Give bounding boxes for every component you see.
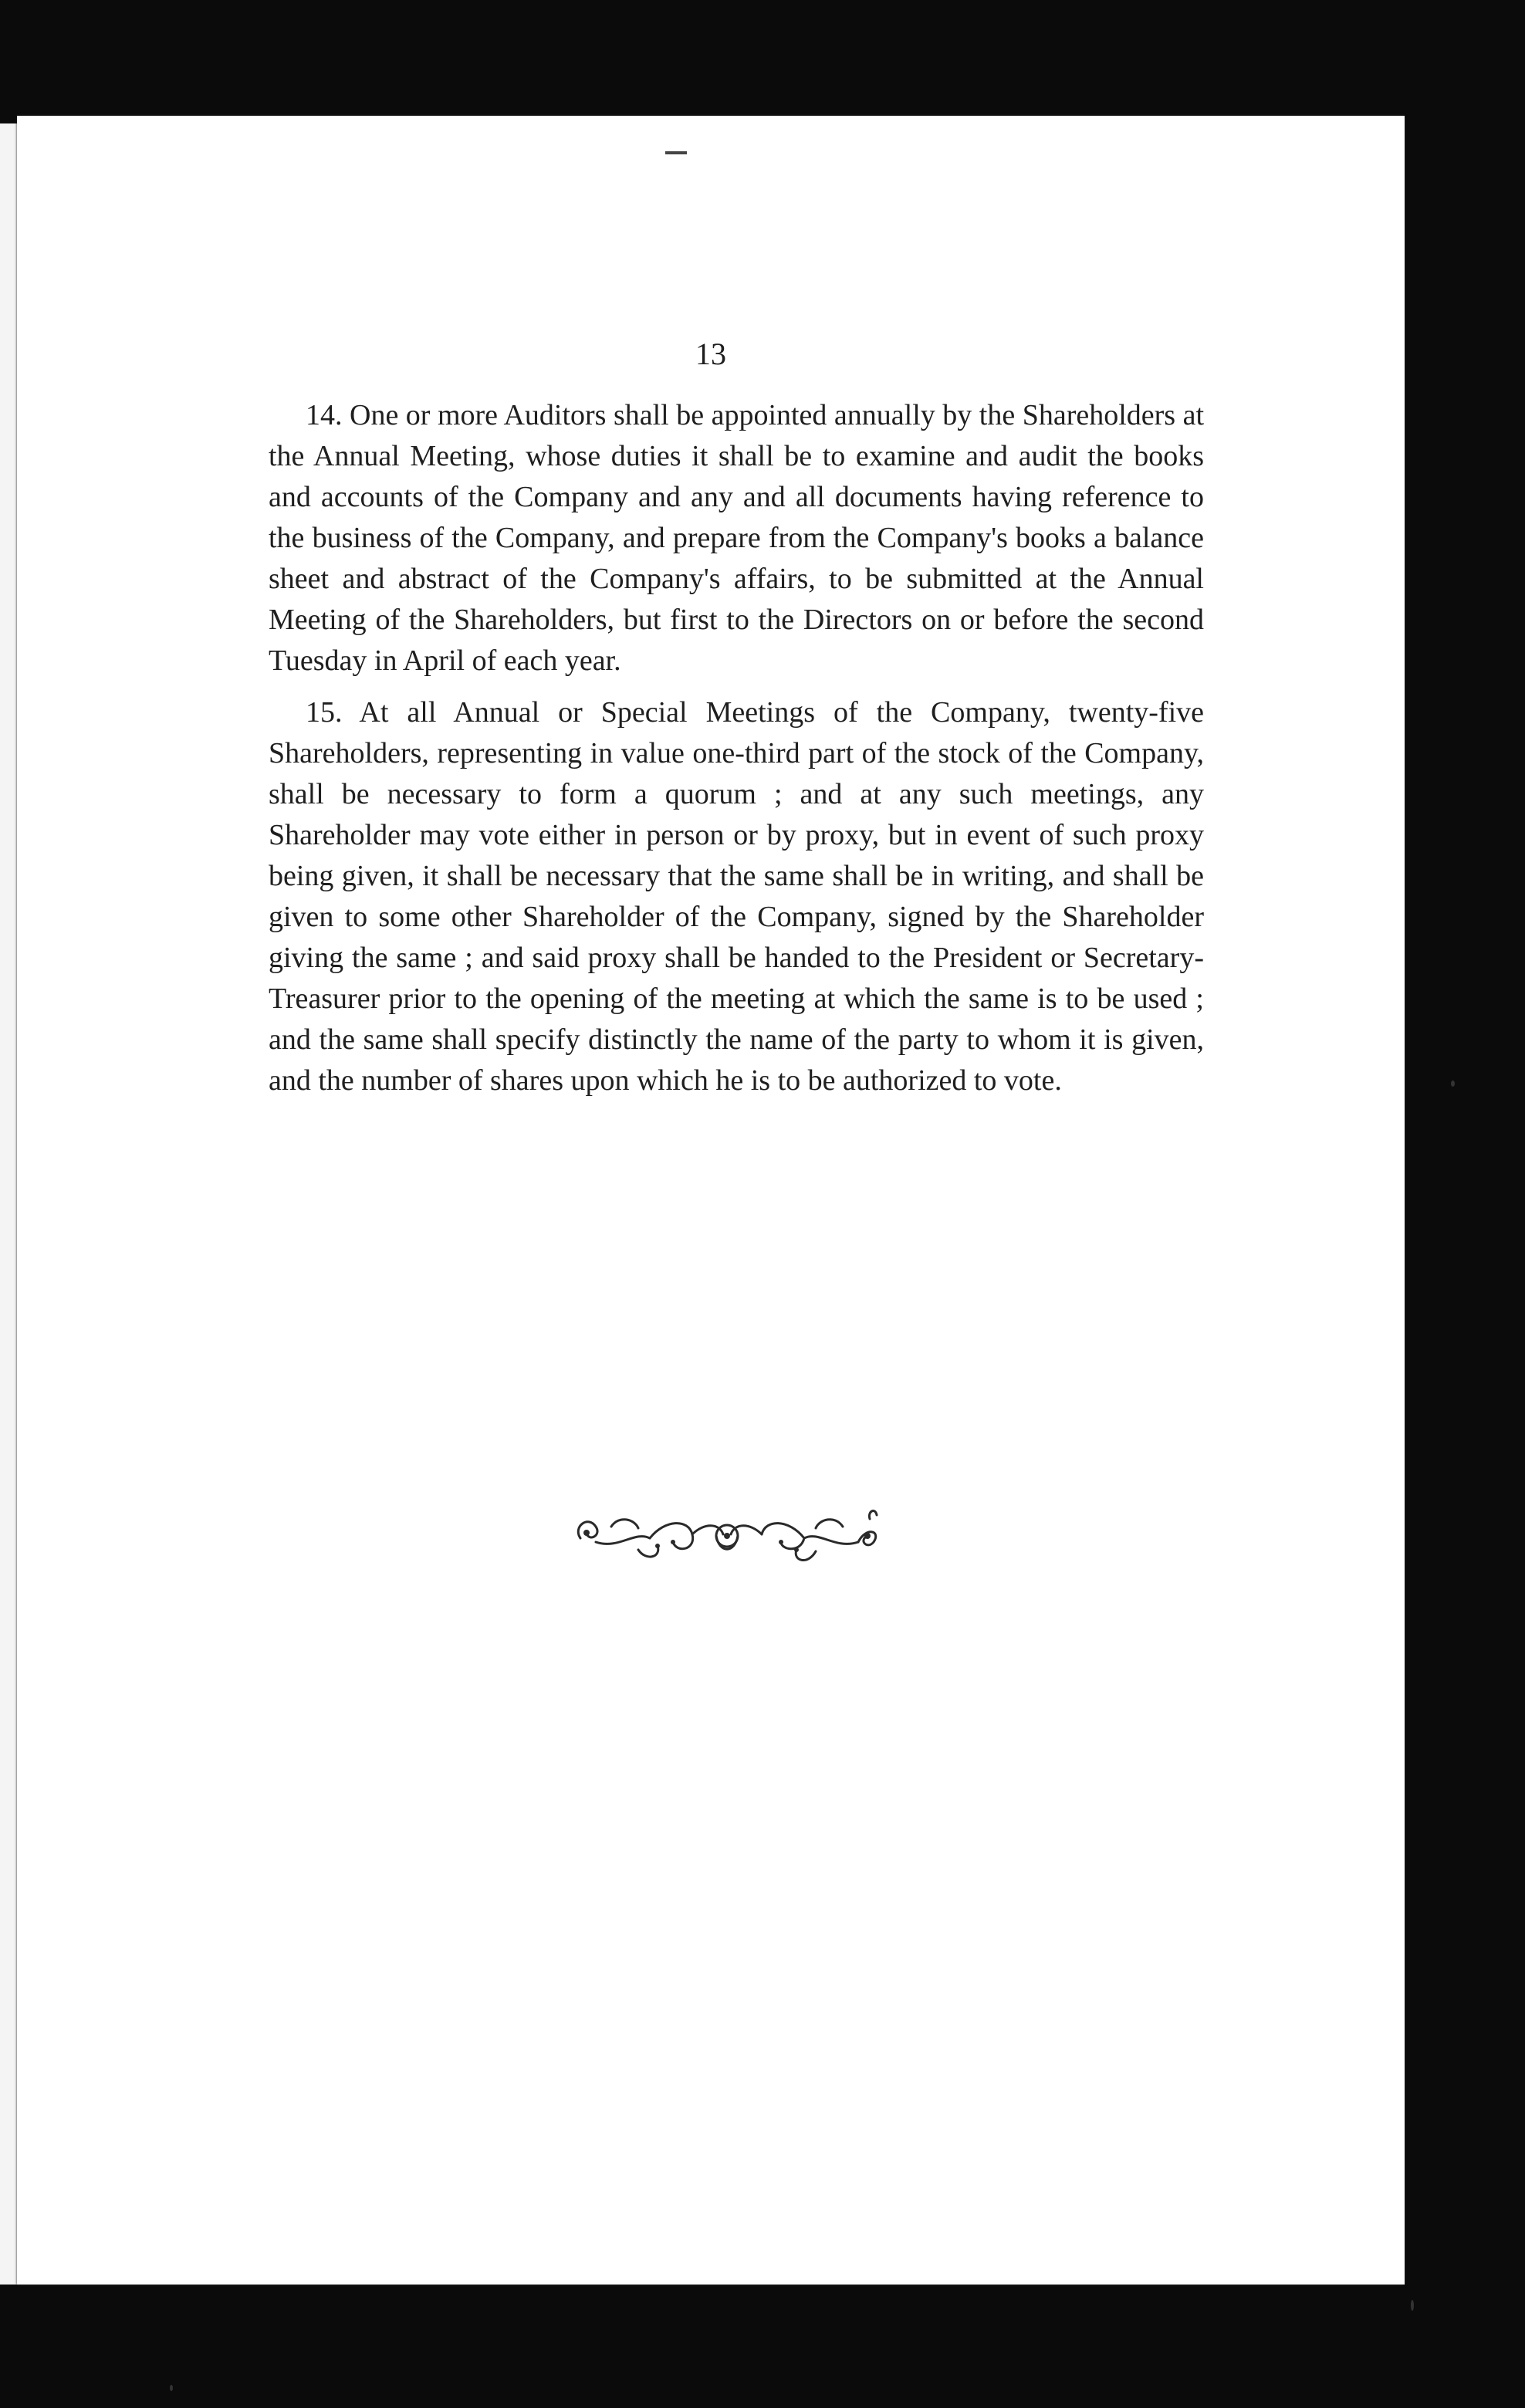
document-page — [17, 116, 1405, 2285]
scan-speck — [170, 2385, 173, 2391]
facing-page-edge — [0, 123, 19, 2285]
scan-speck — [1411, 2300, 1414, 2311]
paragraph-text: At all Annual or Special Meetings of the Company, twenty-five Shareholders, representing in value one-third part of the stock of the Company, shall be necessary to form a quorum ; and at any such meetings, any Shareholder may vote either in person or by proxy, but in event of such proxy being given, it shall be necessary that the same shall be in writing, and shall be given to some other Shareholder of the Company, signed by the Shareholder giving the same ; and said proxy shall be handed to the President or Secretary-Treasurer prior to the opening of the meeting at which the same is to be used ; and the same shall specify distinctly the name of the party to whom it is given, and the number of shares upon which he is to be authorized to vote. — [269, 696, 1205, 1097]
scan-speck — [1451, 1081, 1455, 1087]
paragraph-number: 14. — [306, 399, 343, 431]
paragraph-text: One or more Auditors shall be appointed annually by the Shareholders at the Annual Meeting, whose duties it shall be to examine and audit the books and accounts of the Company and any and all documents having reference to the business of the Company, and prepare from the Company's books a balance sheet and abstract of the Company's affairs, to be submitted at the Annual Meeting of the Shareholders, but first to the Directors on or before the second Tuesday in April of each year. — [269, 399, 1205, 677]
printer-mark — [665, 151, 687, 154]
paragraph-14 — [269, 395, 1204, 681]
paragraph-number: 15. — [306, 696, 343, 729]
scroll-ornament-icon — [565, 1496, 889, 1573]
body-text — [269, 395, 1204, 1112]
paragraph-15 — [269, 692, 1204, 1101]
page-number: 13 — [695, 337, 726, 371]
